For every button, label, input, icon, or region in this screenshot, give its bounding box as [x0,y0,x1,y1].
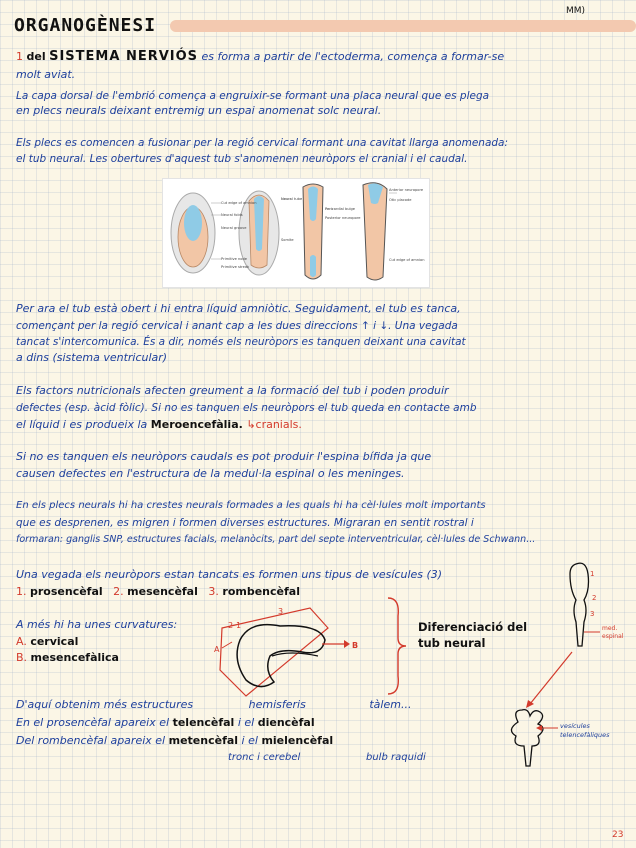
med-espinal-2: espinal [602,633,624,640]
figure-label-10: Posterior neuropore [325,216,361,220]
final-line2-c: i el [237,716,255,729]
section1-line2: molt aviat. [16,68,76,81]
figure-label-9: Pericardial bulge [325,207,355,211]
curvature-b-label: mesencefàlica [30,651,119,664]
section1-line1-rest: es forma a partir de l'ectoderma, comença a formar-se [201,50,505,63]
section1-line3: La capa dorsal de l'embrió comença a engruixir-se formant una placa neural que es plega [16,90,490,102]
para4-line1: Els factors nutricionals afecten greument a la formació del tub i poden produir [16,384,449,397]
para2-line1: Els plecs es comencen a fusionar per la regió cervical formant una cavitat llarga anomenada: [16,137,509,149]
page-title: ORGANOGÈNESI [14,15,157,36]
telencephalic-vesicles-sketch [498,706,628,776]
neural-tube-figure [162,178,430,288]
down-arrow [520,650,580,710]
differentiation-label-1: Diferenciació del [418,620,528,634]
figure-label-5: Primitive node [221,257,247,261]
figure-label-6: Primitive streak [221,265,250,269]
tronc-cerebel: tronc i cerebel [228,752,301,763]
figure-label-2: Neural folds [221,213,243,217]
figure-label-7: Neural tube [281,197,303,201]
vesicle-3-label: rombencèfal [222,585,300,598]
para5-line2: causen defectes en l'estructura de la medul·la espinal o les meninges. [16,467,405,480]
vesicle-2-num: 2. [113,585,124,598]
vesicle-1-label: prosencèfal [30,585,103,598]
tube-label-2: 2 [592,594,597,602]
curvature-a-letter: A. [16,635,27,648]
curvature-b [16,651,119,665]
para6-line1: En els plecs neurals hi ha crestes neurals formades a les quals hi ha cèl·lules molt importants [16,500,486,511]
figure-label-1: Cut edge of amnion [221,201,257,205]
para4-line3-a: el líquid i es produeix la [16,418,148,431]
meroencefalia-term: Meroencefàlia. [150,418,243,431]
bracket [386,596,408,696]
tube-label-1: 1 [590,570,595,578]
para3-line1: Per ara el tub està obert i hi entra líquid amniòtic. Seguidament, el tub es tanca, [16,302,461,315]
final-line1-a: D'aquí obtenim més estructures [16,698,194,711]
vesicles-list [16,585,300,599]
section1-heading: SISTEMA NERVIÓS [49,49,199,64]
curvature-a [16,635,78,649]
diencefal-term: diencèfal [257,716,315,729]
corner-note: MM) [566,6,586,16]
vesicle-2-label: mesencèfal [127,585,198,598]
vesicle-1-num: 1. [16,585,27,598]
final-line2 [16,716,315,730]
final-line3-a: Del rombencèfal apareix el [16,734,166,747]
figure-label-12: Cut edge of amnion [389,258,425,262]
neural-tube-illustration [163,179,429,287]
para6-line2: que es desprenen, es migren i formen diverses estructures. Migraran en sentit rostral i [16,517,474,529]
para3-line4: a dins (sistema ventricular) [16,351,168,364]
telencefal-term: telencèfal [172,716,235,729]
section1-line1 [16,50,504,64]
med-espinal-1: med. [602,625,618,632]
final-line3-c: i el [241,734,258,747]
sketch-label-2: 2 [228,621,234,630]
sketch-label-1: 1 [236,621,242,630]
tube-label-3: 3 [590,610,595,618]
metencefal-term: metencèfal [168,734,239,747]
vesicles-intro: Una vegada els neuròpors estan tancats es formen uns tipus de vesícules (3) [16,568,443,581]
para4-line3 [16,418,302,432]
bulb-raquidi: bulb raquidi [366,752,426,763]
figure-label-8: Anterior neuropore [389,188,424,192]
para6-line3: formaran: ganglis SNP, estructures facials, melanòcits, part del septe interventricular, cèl·lules de Schwann... [16,534,536,545]
vesicle-3-num: 3. [208,585,219,598]
para2-line2: el tub neural. Les obertures d'aquest tub s'anomenen neuròpors el cranial i el caudal. [16,153,468,165]
vesicules-label-2: telencefàliques [560,731,610,739]
para3-line2: començant per la regió cervical i anant cap a les dues direccions ↑ i ↓. Una vegada [16,320,458,332]
cranials-note: ↳cranials. [246,418,302,431]
final-talem: tàlem... [369,698,412,711]
sketch-label-3: 3 [278,607,284,616]
figure-label-4: Somite [281,238,294,242]
differentiation-label-2: tub neural [418,636,486,650]
page-number: 23 [612,830,624,840]
curvature-a-label: cervical [30,635,79,648]
final-hemisferis: hemisferis [248,698,306,711]
para5-line1: Si no es tanquen els neuròpors caudals es pot produir l'espina bífida ja que [16,450,432,463]
sketch-label-b: B [352,641,359,650]
section1-prefix: del [26,50,46,63]
para4-line2: defectes (esp. àcid fòlic). Si no es tanquen els neuròpors el tub queda en contacte amb [16,402,477,414]
curvatures-intro: A més hi ha unes curvatures: [16,618,178,631]
neural-tube-sketch [562,560,632,650]
final-line3 [16,734,333,748]
vesicules-label-1: vesícules [560,722,590,730]
sketch-label-a: A [214,645,220,654]
title-highlight [170,20,636,32]
section1-line4: en plecs neurals deixant entremig un espai anomenat solc neural. [16,104,382,117]
brain-curvature-sketch [210,600,380,700]
section1-number: 1 [16,50,23,63]
figure-label-11: Otic placode [389,198,412,202]
final-line2-a: En el prosencèfal apareix el [16,716,170,729]
para3-line3: tancat s'intercomunica. És a dir, només els neuròpors es tanquen deixant una cavitat [16,336,466,348]
final-line1 [16,698,411,712]
figure-label-3: Neural groove [221,226,247,230]
mielencefal-term: mielencèfal [261,734,334,747]
curvature-b-letter: B. [16,651,28,664]
